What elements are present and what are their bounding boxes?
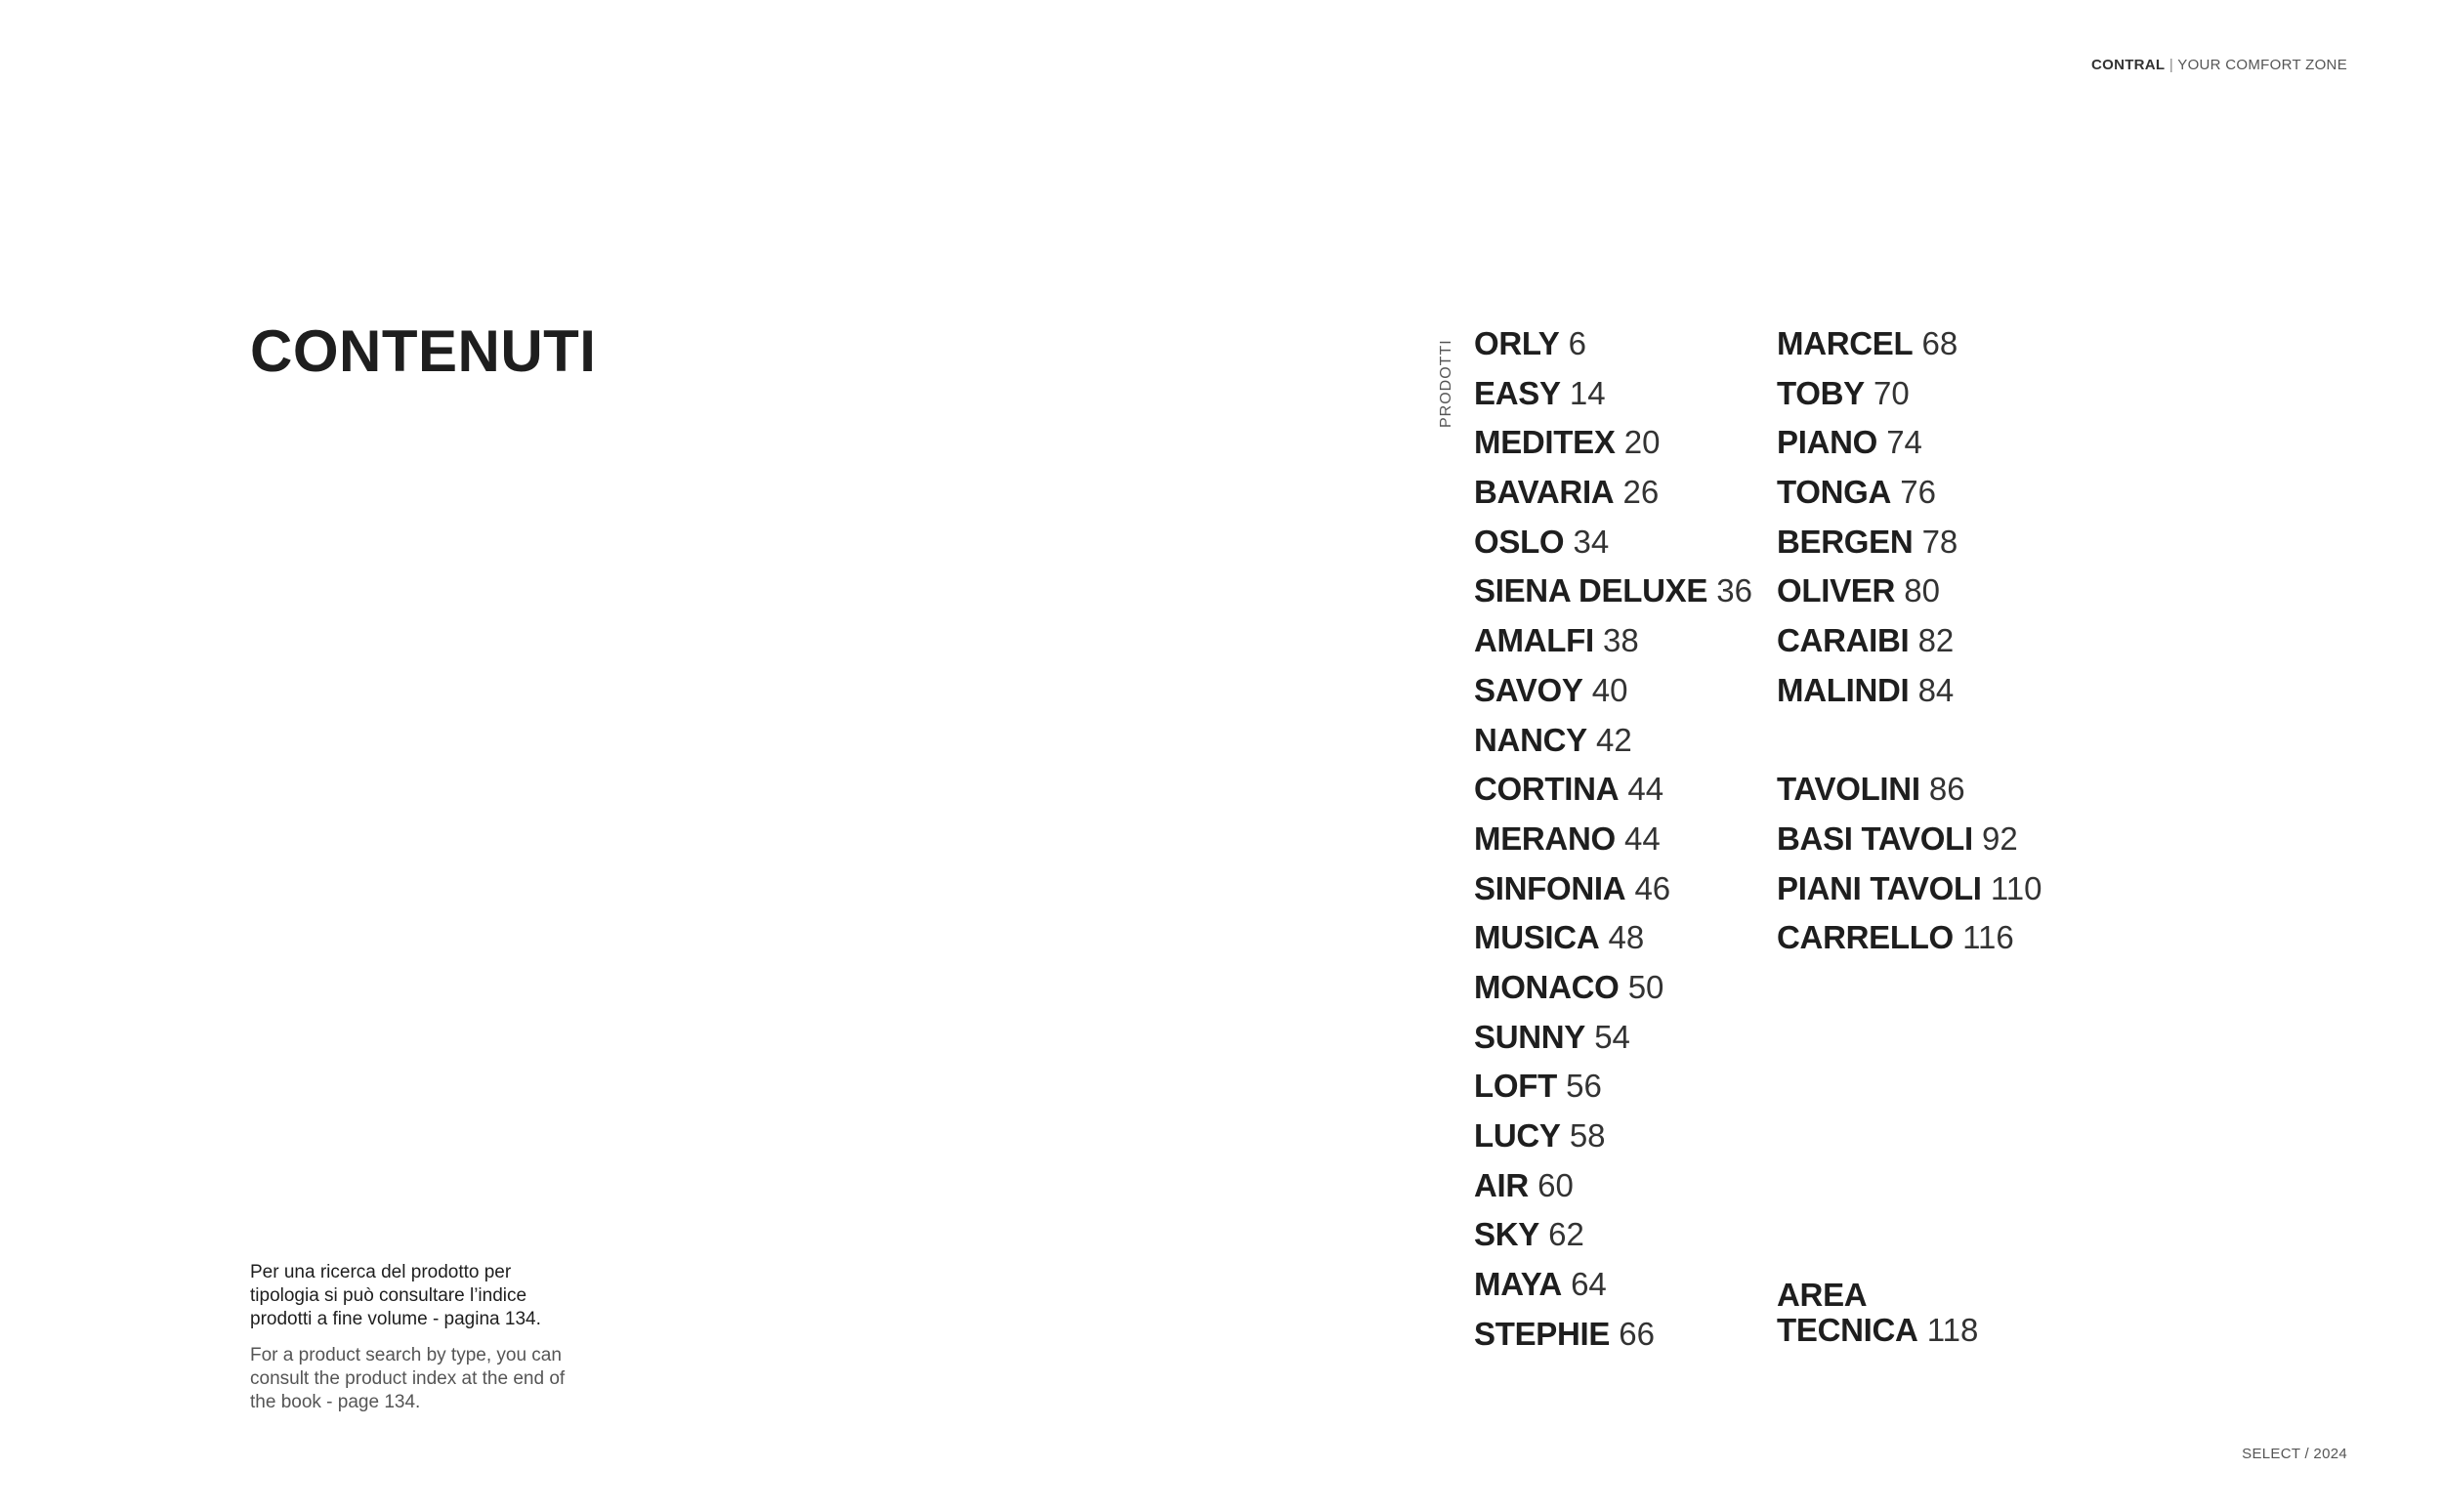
toc-item[interactable]	[1474, 1164, 1752, 1214]
toc-item-name: MAYA	[1474, 1266, 1562, 1303]
toc-item-page: 64	[1571, 1266, 1607, 1303]
toc-spacer	[1777, 719, 2042, 769]
toc-item[interactable]	[1474, 719, 1752, 769]
toc-item-name: BASI TAVOLI	[1777, 819, 1973, 857]
toc-item-name: ORLY	[1474, 325, 1560, 361]
toc-item-name: SAVOY	[1474, 671, 1583, 708]
toc-item-name: SINFONIA	[1474, 869, 1626, 906]
toc-item-name: AIR	[1474, 1166, 1529, 1203]
toc-item[interactable]	[1474, 1114, 1752, 1164]
toc-item-page: 46	[1634, 869, 1671, 906]
toc-item-page: 54	[1594, 1018, 1630, 1055]
toc-item[interactable]	[1474, 916, 1752, 966]
toc-item[interactable]	[1474, 768, 1752, 818]
toc-item-page: 116	[1962, 919, 2014, 956]
toc-item[interactable]	[1777, 669, 2042, 719]
area-tecnica-line1: AREA	[1777, 1277, 1868, 1313]
toc-item-name: MALINDI	[1777, 671, 1910, 708]
toc-item[interactable]	[1777, 867, 2042, 917]
toc-item-page: 82	[1917, 622, 1955, 659]
toc-item-name: CARRELLO	[1777, 919, 1954, 956]
toc-item[interactable]	[1777, 322, 2042, 372]
toc-item[interactable]	[1474, 521, 1752, 570]
toc-item-page: 20	[1623, 424, 1661, 461]
toc-item-name: OLIVER	[1777, 572, 1896, 609]
toc-item-page: 78	[1921, 523, 1958, 560]
toc-item-page: 80	[1904, 572, 1940, 609]
toc-item-page: 74	[1886, 424, 1922, 461]
toc-item-page: 36	[1716, 572, 1752, 609]
toc-item-name: MERANO	[1474, 819, 1616, 857]
toc-item-name: SIENA DELUXE	[1474, 572, 1708, 609]
toc-item-name: NANCY	[1474, 721, 1587, 758]
brand-name: CONTRAL	[2090, 57, 2166, 73]
toc-item[interactable]	[1777, 471, 2042, 521]
toc-item[interactable]	[1474, 619, 1752, 669]
toc-item[interactable]	[1777, 421, 2042, 471]
toc-item[interactable]	[1777, 818, 2042, 867]
toc-item-name: TOBY	[1777, 374, 1865, 411]
toc-item-page: 44	[1624, 819, 1661, 857]
toc-item-name: TAVOLINI	[1777, 771, 1920, 808]
toc-item-page: 70	[1874, 374, 1910, 411]
toc-item[interactable]	[1474, 818, 1752, 867]
toc-item[interactable]	[1474, 1065, 1752, 1114]
toc-item-name: SKY	[1474, 1216, 1539, 1253]
toc-item[interactable]	[1777, 619, 2042, 669]
toc-item[interactable]	[1777, 768, 2042, 818]
toc-item[interactable]	[1474, 669, 1752, 719]
running-header	[2091, 57, 2347, 73]
toc-item[interactable]	[1474, 1313, 1752, 1363]
toc-item-page: 110	[1990, 869, 2042, 906]
header-separator: |	[2168, 57, 2174, 73]
toc-item-page: 92	[1981, 819, 2018, 857]
toc-item-page: 60	[1537, 1166, 1574, 1203]
running-footer: SELECT / 2024	[2242, 1446, 2347, 1462]
toc-item-name: EASY	[1474, 374, 1561, 411]
toc-item-page: 86	[1928, 771, 1965, 808]
toc-item[interactable]	[1474, 1016, 1752, 1066]
area-tecnica-line2: TECNICA	[1777, 1312, 1918, 1348]
toc-item-page: 38	[1603, 622, 1639, 659]
toc-item-page: 26	[1622, 474, 1660, 511]
toc-item-page: 56	[1566, 1068, 1602, 1105]
toc-item[interactable]	[1474, 1213, 1752, 1263]
toc-item[interactable]	[1474, 421, 1752, 471]
toc-item-page: 40	[1591, 671, 1628, 708]
toc-item[interactable]	[1474, 867, 1752, 917]
toc-item[interactable]	[1777, 916, 2042, 966]
toc-item-name: BAVARIA	[1474, 474, 1615, 511]
toc-item-name: TONGA	[1777, 474, 1892, 511]
toc-item-name: LOFT	[1474, 1068, 1557, 1105]
toc-item[interactable]	[1474, 1263, 1752, 1313]
toc-item[interactable]	[1474, 966, 1752, 1016]
toc-item-name: MARCEL	[1777, 325, 1914, 361]
toc-item-page: 76	[1900, 474, 1936, 511]
toc-item-page: 68	[1921, 325, 1958, 361]
brand-tagline: YOUR COMFORT ZONE	[2177, 57, 2347, 73]
toc-item-name: STEPHIE	[1474, 1315, 1611, 1352]
toc-item-area-tecnica[interactable]	[1777, 1278, 1978, 1348]
toc-item-name: OSLO	[1474, 523, 1565, 560]
toc-item-name: BERGEN	[1777, 523, 1914, 560]
toc-item-name: MONACO	[1474, 968, 1620, 1005]
toc-item[interactable]	[1777, 372, 2042, 422]
toc-item-page: 50	[1627, 968, 1664, 1005]
toc-item-name: SUNNY	[1474, 1018, 1586, 1055]
toc-item-name: PIANI TAVOLI	[1777, 869, 1982, 906]
area-tecnica-page: 118	[1926, 1312, 1979, 1348]
toc-item-page: 84	[1917, 671, 1955, 708]
toc-item-page: 62	[1548, 1216, 1584, 1253]
page-title: CONTENUTI	[250, 318, 597, 384]
toc-item[interactable]	[1474, 372, 1752, 422]
toc-item-name: CORTINA	[1474, 771, 1620, 808]
toc-item-name: LUCY	[1474, 1117, 1561, 1154]
toc-item-name: CARAIBI	[1777, 622, 1910, 659]
toc-item-name: MUSICA	[1474, 919, 1600, 956]
toc-item[interactable]	[1474, 471, 1752, 521]
toc-item-page: 44	[1627, 771, 1664, 808]
toc-item-page: 48	[1608, 919, 1645, 956]
toc-item-name: MEDITEX	[1474, 424, 1616, 461]
toc-item[interactable]	[1777, 569, 2042, 619]
toc-list-left	[1474, 322, 1752, 1362]
search-note-italian: Per una ricerca del prodotto per tipologia si può consultare l’indice prodotti a fine volume - pagina 134.	[250, 1262, 541, 1329]
toc-item-page: 34	[1573, 523, 1610, 560]
search-note-english: For a product search by type, you can consult the product index at the end of the book - page 134.	[250, 1345, 566, 1412]
toc-item-page: 58	[1569, 1117, 1606, 1154]
toc-item[interactable]	[1474, 322, 1752, 372]
toc-item[interactable]	[1777, 521, 2042, 570]
toc-item-name: PIANO	[1777, 424, 1878, 461]
toc-item-page: 42	[1596, 721, 1632, 758]
toc-item-name: AMALFI	[1474, 622, 1594, 659]
toc-item-page: 6	[1568, 325, 1586, 361]
toc-item-page: 14	[1569, 374, 1606, 411]
section-label-text: PRODOTTI	[1438, 339, 1454, 428]
toc-item[interactable]	[1474, 569, 1752, 619]
toc-list-right	[1777, 322, 2042, 966]
section-label	[1436, 330, 1457, 428]
toc-item-page: 66	[1619, 1315, 1655, 1352]
